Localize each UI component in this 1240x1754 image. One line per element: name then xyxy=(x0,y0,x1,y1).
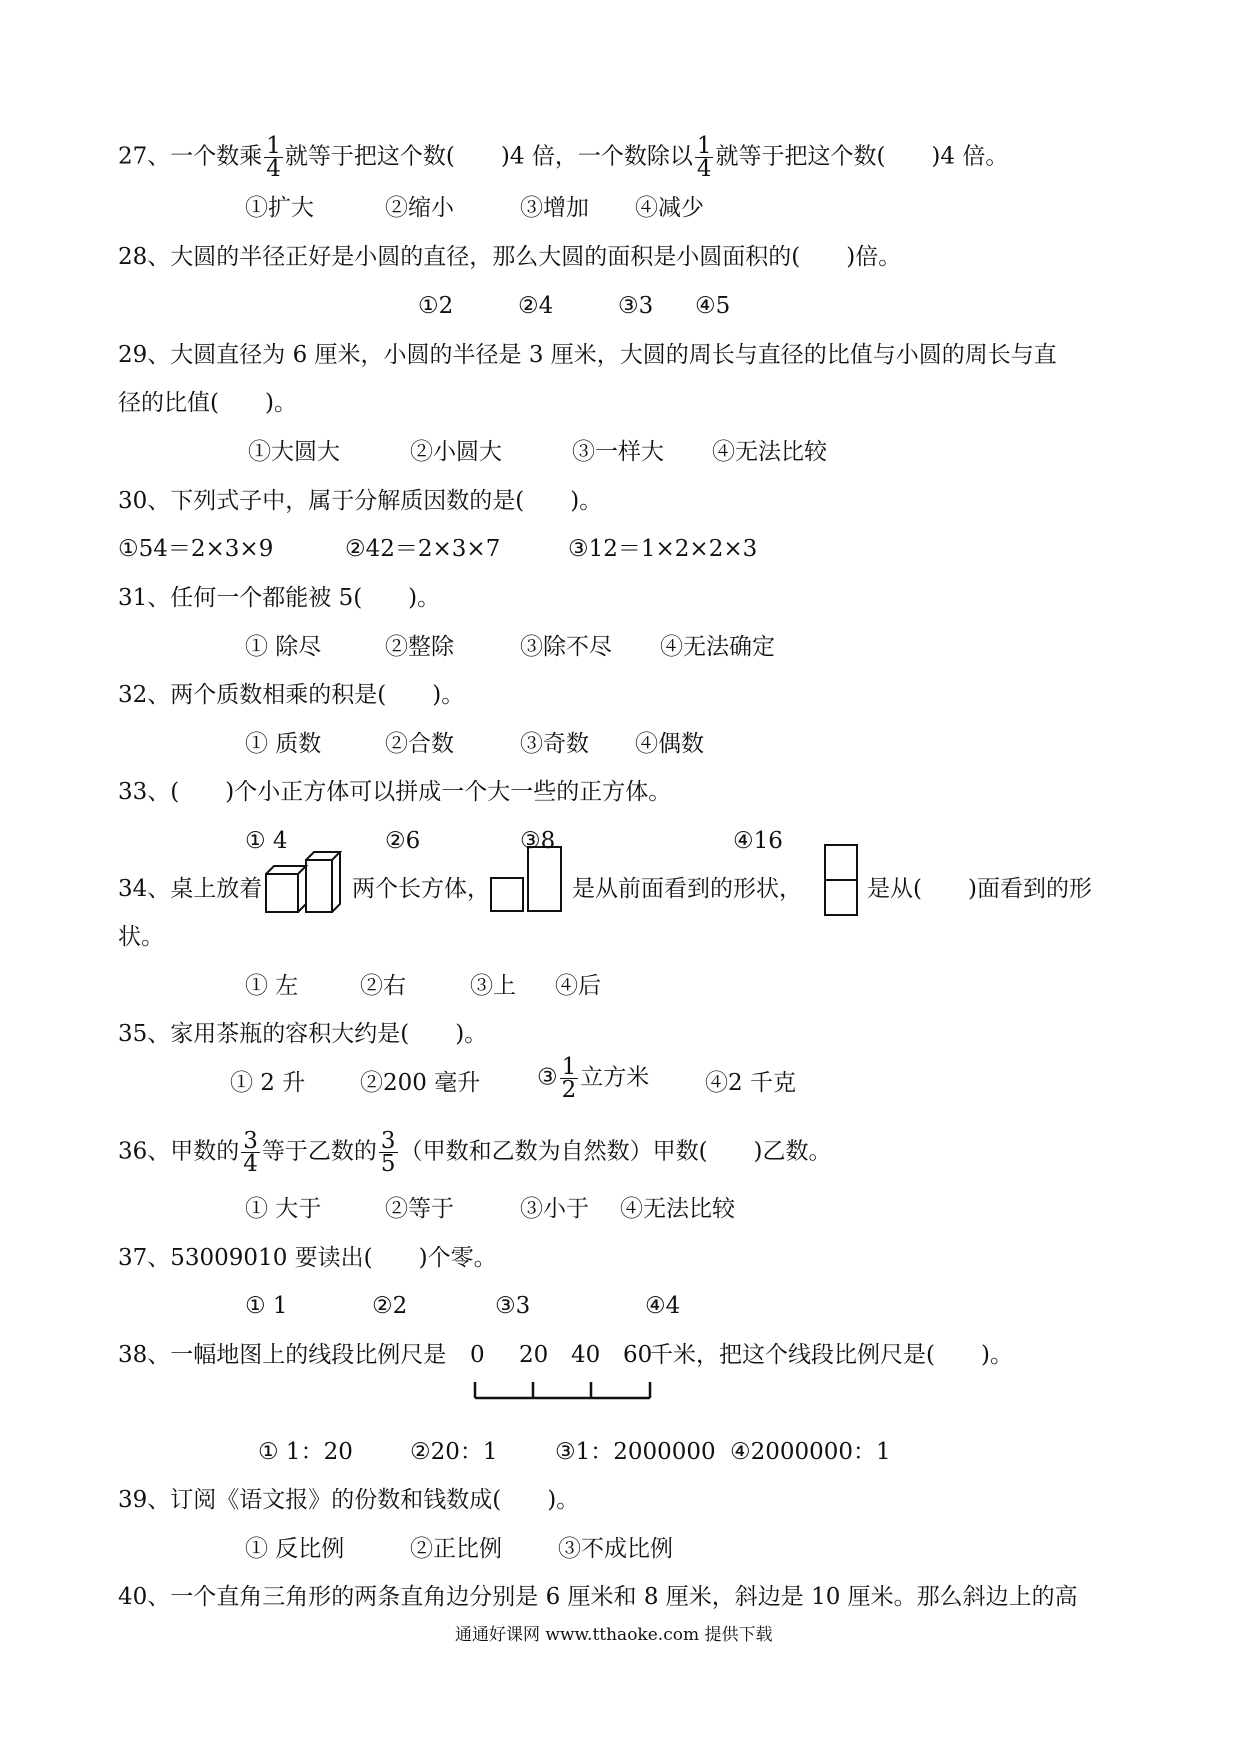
q28-option-1: ①2 xyxy=(418,293,454,319)
q37-option-3: ③3 xyxy=(495,1293,531,1319)
q30-option-1: ①54＝2×3×9 xyxy=(118,536,274,562)
q34-option-1: ① 左 xyxy=(245,973,299,999)
q38-option-2: ②20：1 xyxy=(410,1439,498,1465)
question-36 xyxy=(118,1130,832,1175)
q28-option-3: ③3 xyxy=(618,293,654,319)
question-33: 33、( )个小正方体可以拼成一个大一些的正方体。 xyxy=(118,779,672,805)
question-27 xyxy=(118,135,1008,180)
q34-front-view-figure xyxy=(488,844,564,914)
q38-text-b: 千米，把这个线段比例尺是( )。 xyxy=(650,1342,1013,1368)
q35-option-3: ③ $\frac{1}{2}$ 立方米 xyxy=(537,1054,650,1103)
q33-option-1: ① 4 xyxy=(245,828,288,854)
q38-tick-label-1: 0 xyxy=(470,1342,485,1368)
question-39: 39、订阅《语文报》的份数和钱数成( )。 xyxy=(118,1487,580,1513)
q35-option-4: ④2 千克 xyxy=(705,1070,796,1096)
q36-fraction-1: $\frac{3}{4}$ xyxy=(243,1128,258,1177)
question-40: 40、一个直角三角形的两条直角边分别是 6 厘米和 8 厘米，斜边是 10 厘米。那么斜边上的高 xyxy=(118,1584,1078,1610)
q37-option-2: ②2 xyxy=(372,1293,408,1319)
q35-option-3-fraction: $\frac{1}{2}$ xyxy=(561,1054,577,1103)
q27-option-2: ②缩小 xyxy=(385,195,454,221)
q36-text-c: （甲数和乙数为自然数）甲数( )乙数。 xyxy=(399,1138,832,1165)
q36-fraction-2: $\frac{3}{5}$ xyxy=(380,1128,396,1177)
q39-option-1: ① 反比例 xyxy=(245,1536,345,1562)
q38-tick-label-4: 60 xyxy=(623,1342,653,1368)
q33-option-2: ②6 xyxy=(385,828,421,854)
q34-option-3: ③上 xyxy=(470,973,516,999)
q38-text-a: 38、一幅地图上的线段比例尺是 xyxy=(118,1342,447,1368)
page-footer: 通通好课网 www.tthaoke.com 提供下载 xyxy=(455,1625,773,1645)
q34-side-view-figure xyxy=(822,842,860,918)
q31-option-2: ②整除 xyxy=(385,634,454,660)
q29-option-4: ④无法比较 xyxy=(712,439,827,465)
q27-text-c: 就等于把这个数( )4 倍。 xyxy=(715,143,1009,170)
q38-option-3: ③1：2000000 xyxy=(555,1439,716,1465)
q34-option-4: ④后 xyxy=(555,973,601,999)
q28-option-4: ④5 xyxy=(695,293,731,319)
q36-option-3: ③小于 xyxy=(520,1196,589,1222)
q27-option-4: ④减少 xyxy=(635,195,704,221)
q39-option-3: ③不成比例 xyxy=(558,1536,673,1562)
q29-option-2: ②小圆大 xyxy=(410,439,502,465)
q32-option-4: ④偶数 xyxy=(635,731,704,757)
question-29-line-1: 29、大圆直径为 6 厘米，小圆的半径是 3 厘米，大圆的周长与直径的比值与小圆的周长与直 xyxy=(118,342,1057,368)
q34-text-a: 34、桌上放着 xyxy=(118,876,263,902)
question-28: 28、大圆的半径正好是小圆的直径，那么大圆的面积是小圆面积的( )倍。 xyxy=(118,244,902,270)
q30-option-3: ③12＝1×2×2×3 xyxy=(568,536,758,562)
q33-option-3: ③8 xyxy=(520,828,556,854)
question-35: 35、家用茶瓶的容积大约是( )。 xyxy=(118,1021,488,1047)
q34-text-b: 两个长方体， xyxy=(352,876,490,902)
question-30: 30、下列式子中，属于分解质因数的是( )。 xyxy=(118,488,603,514)
q32-option-2: ②合数 xyxy=(385,731,454,757)
q27-option-3: ③增加 xyxy=(520,195,589,221)
q38-option-4: ④2000000：1 xyxy=(730,1439,891,1465)
q38-tick-label-2: 20 xyxy=(519,1342,549,1368)
q35-option-1: ① 2 升 xyxy=(230,1070,306,1096)
q34-two-cuboids-figure xyxy=(262,848,344,916)
q27-fraction-1: $\frac{1}{4}$ xyxy=(266,133,281,182)
q32-option-3: ③奇数 xyxy=(520,731,589,757)
q29-option-3: ③一样大 xyxy=(572,439,664,465)
q36-option-4: ④无法比较 xyxy=(620,1196,735,1222)
q39-option-2: ②正比例 xyxy=(410,1536,502,1562)
q36-option-1: ① 大于 xyxy=(245,1196,322,1222)
question-29-line-2: 径的比值( )。 xyxy=(118,390,297,416)
q27-option-1: ①扩大 xyxy=(245,195,314,221)
q36-text-a: 36、甲数的 xyxy=(118,1138,240,1165)
q30-option-2: ②42＝2×3×7 xyxy=(345,536,501,562)
q38-scale-bar xyxy=(470,1378,658,1404)
question-37: 37、53009010 要读出( )个零。 xyxy=(118,1245,497,1271)
q31-option-4: ④无法确定 xyxy=(660,634,775,660)
q27-text-a: 27、一个数乘 xyxy=(118,143,263,170)
q38-tick-label-3: 40 xyxy=(571,1342,601,1368)
question-32: 32、两个质数相乘的积是( )。 xyxy=(118,682,465,708)
q29-option-1: ①大圆大 xyxy=(248,439,340,465)
q34-line-2: 状。 xyxy=(118,924,164,950)
q38-option-1: ① 1：20 xyxy=(258,1439,353,1465)
q36-text-b: 等于乙数的 xyxy=(261,1138,377,1165)
q34-text-d: 是从( )面看到的形 xyxy=(867,876,1092,902)
q35-option-2: ②200 毫升 xyxy=(360,1070,481,1096)
q37-option-1: ① 1 xyxy=(245,1293,288,1319)
q37-option-4: ④4 xyxy=(645,1293,681,1319)
q31-option-1: ① 除尽 xyxy=(245,634,322,660)
q32-option-1: ① 质数 xyxy=(245,731,322,757)
q28-option-2: ②4 xyxy=(518,293,554,319)
q33-option-4: ④16 xyxy=(733,828,783,854)
question-31: 31、任何一个都能被 5( )。 xyxy=(118,585,441,611)
q27-fraction-2: $\frac{1}{4}$ xyxy=(696,133,712,182)
q34-text-c: 是从前面看到的形状， xyxy=(572,876,802,902)
q34-option-2: ②右 xyxy=(360,973,406,999)
q27-text-b: 就等于把这个数( )4 倍，一个数除以 xyxy=(284,143,693,170)
q36-option-2: ②等于 xyxy=(385,1196,454,1222)
q31-option-3: ③除不尽 xyxy=(520,634,612,660)
